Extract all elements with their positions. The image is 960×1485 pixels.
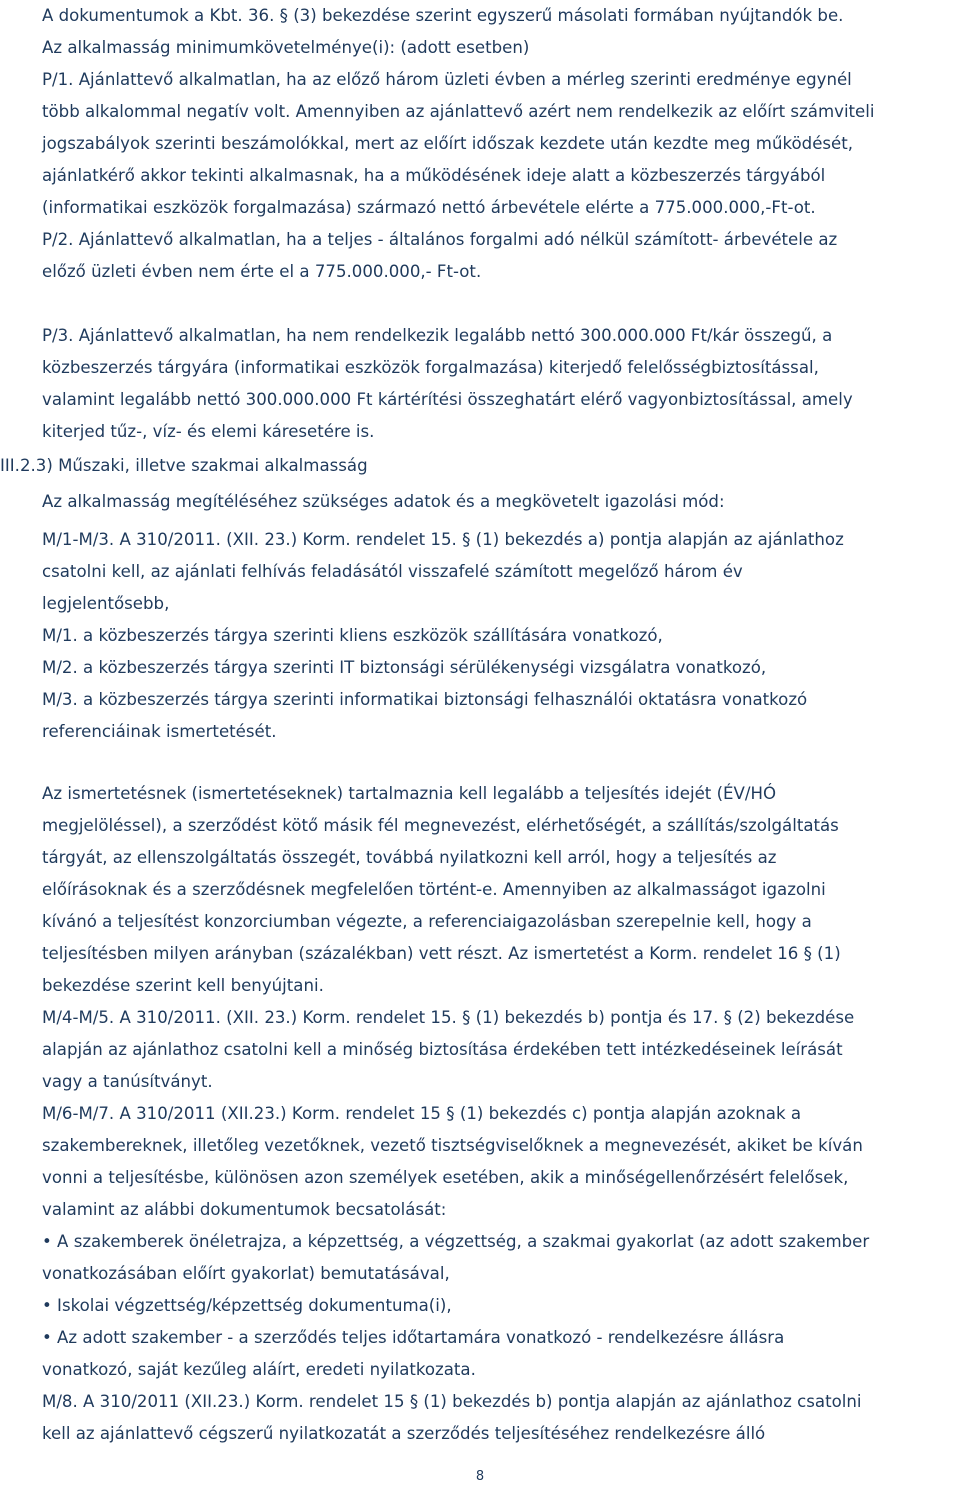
- text-line: bekezdése szerint kell benyújtani.: [42, 976, 324, 995]
- text-line: kell az ajánlattevő cégszerű nyilatkozatát a szerződés teljesítéséhez rendelkezésre álló: [42, 1424, 766, 1443]
- text-line: M/8. A 310/2011 (XII.23.) Korm. rendelet 15 § (1) bekezdés b) pontja alapján az ajánlathoz csatolni: [42, 1392, 862, 1411]
- text-line: legjelentősebb,: [42, 594, 170, 613]
- text-line: alapján az ajánlathoz csatolni kell a minőség biztosítása érdekében tett intézkedéseinek leírását: [42, 1040, 843, 1059]
- text-line: valamint az alábbi dokumentumok becsatolását:: [42, 1200, 447, 1219]
- text-line: Az alkalmasság megítéléséhez szükséges adatok és a megkövetelt igazolási mód:: [42, 492, 725, 511]
- text-line: jogszabályok szerinti beszámolókkal, mert az előírt időszak kezdete után kezdte meg működését,: [42, 134, 854, 153]
- text-line: több alkalommal negatív volt. Amennyiben az ajánlattevő azért nem rendelkezik az előírt számviteli: [42, 102, 875, 121]
- text-line: P/1. Ajánlattevő alkalmatlan, ha az előző három üzleti évben a mérleg szerinti eredménye egynél: [42, 70, 852, 89]
- text-line: P/2. Ajánlattevő alkalmatlan, ha a teljes - általános forgalmi adó nélkül számított- árbevétele az: [42, 230, 838, 249]
- text-line: ajánlatkérő akkor tekinti alkalmasnak, ha a működésének ideje alatt a közbeszerzés tárgyából: [42, 166, 826, 185]
- text-line: előírásoknak és a szerződésnek megfelelően történt-e. Amennyiben az alkalmasságot igazolni: [42, 880, 826, 899]
- text-line: M/1-M/3. A 310/2011. (XII. 23.) Korm. rendelet 15. § (1) bekezdés a) pontja alapján az ajánlathoz: [42, 530, 844, 549]
- text-line: (informatikai eszközök forgalmazása) származó nettó árbevétele elérte a 775.000.000,-Ft-ot.: [42, 198, 816, 217]
- text-line: vonni a teljesítésbe, különösen azon személyek esetében, akik a minőségellenőrzésért felelősek,: [42, 1168, 849, 1187]
- text-line: M/4-M/5. A 310/2011. (XII. 23.) Korm. rendelet 15. § (1) bekezdés b) pontja és 17. § (2) bekezdése: [42, 1008, 855, 1027]
- page-number: 8: [475, 1469, 485, 1484]
- text-line: kiterjed tűz-, víz- és elemi káresetére is.: [42, 422, 375, 441]
- text-line: M/2. a közbeszerzés tárgya szerinti IT biztonsági sérülékenységi vizsgálatra vonatkozó,: [42, 658, 767, 677]
- text-line: valamint legalább nettó 300.000.000 Ft kártérítési összeghatárt elérő vagyonbiztosítással, amely: [42, 390, 853, 409]
- text-line: teljesítésben milyen arányban (százalékban) vett részt. Az ismertetést a Korm. rendelet 16 § (1): [42, 944, 841, 963]
- text-line: előző üzleti évben nem érte el a 775.000.000,- Ft-ot.: [42, 262, 482, 281]
- text-line: vagy a tanúsítványt.: [42, 1072, 213, 1091]
- text-line: vonatkozásában előírt gyakorlat) bemutatásával,: [42, 1264, 450, 1283]
- list-item: • Iskolai végzettség/képzettség dokumentuma(i),: [42, 1296, 452, 1315]
- section-heading: III.2.3) Műszaki, illetve szakmai alkalmasság: [0, 456, 368, 475]
- text-line: Az alkalmasság minimumkövetelménye(i): (adott esetben): [42, 38, 530, 57]
- text-line: M/1. a közbeszerzés tárgya szerinti kliens eszközök szállítására vonatkozó,: [42, 626, 663, 645]
- text-line: kívánó a teljesítést konzorciumban végezte, a referenciaigazolásban szerepelnie kell, hogy a: [42, 912, 812, 931]
- text-line: Az ismertetésnek (ismertetéseknek) tartalmaznia kell legalább a teljesítés idejét (ÉV/HÓ: [42, 784, 777, 803]
- text-line: tárgyát, az ellenszolgáltatás összegét, továbbá nyilatkozni kell arról, hogy a teljesítés az: [42, 848, 777, 867]
- text-line: vonatkozó, saját kezűleg aláírt, eredeti nyilatkozata.: [42, 1360, 476, 1379]
- text-line: szakembereknek, illetőleg vezetőknek, vezető tisztségviselőknek a megnevezését, akiket be kíván: [42, 1136, 863, 1155]
- text-line: referenciáinak ismertetését.: [42, 722, 277, 741]
- text-line: M/3. a közbeszerzés tárgya szerinti informatikai biztonsági felhasználói oktatásra vonatkozó: [42, 690, 808, 709]
- text-line: P/3. Ajánlattevő alkalmatlan, ha nem rendelkezik legalább nettó 300.000.000 Ft/kár összegű, a: [42, 326, 833, 345]
- text-line: M/6-M/7. A 310/2011 (XII.23.) Korm. rendelet 15 § (1) bekezdés c) pontja alapján azoknak a: [42, 1104, 802, 1123]
- text-line: csatolni kell, az ajánlati felhívás feladásától visszafelé számított megelőző három év: [42, 562, 743, 581]
- text-line: megjelöléssel), a szerződést kötő másik fél megnevezést, elérhetőségét, a szállítás/szolgáltatás: [42, 816, 839, 835]
- list-item: • A szakemberek önéletrajza, a képzettség, a végzettség, a szakmai gyakorlat (az adott szakember: [42, 1232, 870, 1251]
- text-line: A dokumentumok a Kbt. 36. § (3) bekezdése szerint egyszerű másolati formában nyújtandók be.: [42, 6, 844, 25]
- text-line: közbeszerzés tárgyára (informatikai eszközök forgalmazása) kiterjedő felelősségbiztosítással,: [42, 358, 819, 377]
- list-item: • Az adott szakember - a szerződés teljes időtartamára vonatkozó - rendelkezésre állásra: [42, 1328, 785, 1347]
